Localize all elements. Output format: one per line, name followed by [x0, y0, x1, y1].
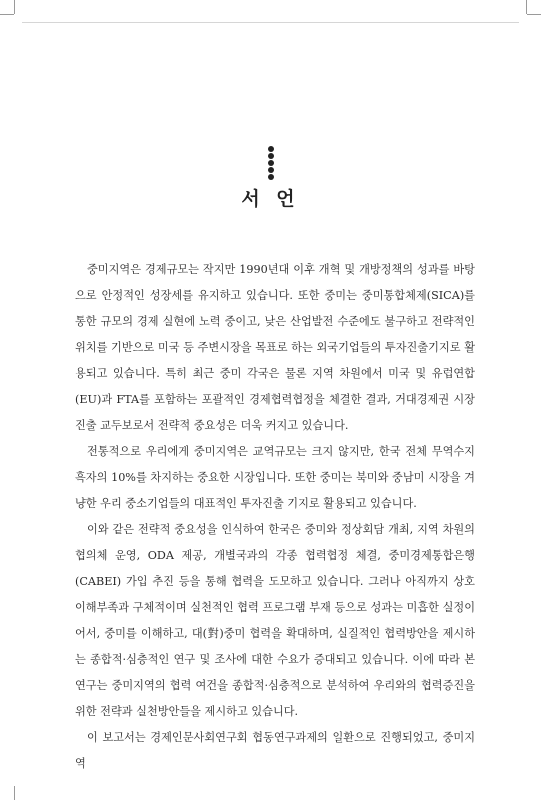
crop-mark: [527, 14, 541, 15]
ornament-dot: [268, 160, 274, 166]
ornament-dot: [268, 167, 274, 173]
paragraph: 이 보고서는 경제인문사회연구회 협동연구과제의 일환으로 진행되었고, 중미지역: [75, 731, 475, 770]
paragraph: 전통적으로 우리에게 중미지역은 교역규모는 크지 않지만, 한국 전체 무역수지 흑자의 10%를 차지하는 중요한 시장입니다. 또한 중미는 북미와 중남미 시장을 겨냥한 우리 중소기업들의 대표적인 투자진출 기지로 활용되고 있습니다.: [75, 445, 475, 510]
body-text: [75, 257, 475, 777]
crop-mark: [14, 786, 15, 800]
chapter-title: 서 언: [241, 188, 300, 210]
crop-mark: [0, 14, 14, 15]
chapter-ornament-dots: [268, 146, 274, 180]
page-edge-line: [22, 22, 519, 23]
paragraph: 이와 같은 전략적 중요성을 인식하여 한국은 중미와 정상회담 개최, 지역 차원의 협의체 운영, ODA 제공, 개별국과의 각종 협력협정 체결, 중미경제통합은행(CABEI) 가입 추진 등을 통해 협력을 도모하고 있습니다. 그러나 아직까지 상호 이해부족과 구체적이며 실천적인 협력 프로그램 부재 등으로 성과는 미흡한 실정이어서, 중미를 이해하고, 대(對)중미 협력을 확대하며, 실질적인 협력방안을 제시하는 종합적·심층적인 연구 및 조사에 대한 수요가 증대되고 있습니다. 이에 따라 본 연구는 중미지역의 협력 여건을 종합적·심층적으로 분석하여 우리와의 협력증진을 위한 전략과 실천방안들을 제시하고 있습니다.: [75, 523, 475, 718]
ornament-dot: [268, 146, 274, 152]
crop-mark: [526, 0, 527, 14]
crop-mark: [14, 0, 15, 14]
ornament-dot: [268, 153, 274, 159]
paragraph: 중미지역은 경제규모는 작지만 1990년대 이후 개혁 및 개방정책의 성과를 바탕으로 안정적인 성장세를 유지하고 있습니다. 또한 중미는 중미통합체제(SICA)를 통한 규모의 경제 실현에 노력 중이고, 낮은 산업발전 수준에도 불구하고 전략적인 위치를 기반으로 미국 등 주변시장을 목표로 하는 외국기업들의 투자진출기지로 활용되고 있습니다. 특히 최근 중미 각국은 물론 지역 차원에서 미국 및 유럽연합(EU)과 FTA를 포함하는 포괄적인 경제협력협정을 체결한 결과, 거대경제권 시장 진출 교두보로서 전략적 중요성은 더욱 커지고 있습니다.: [75, 263, 475, 432]
ornament-dot: [268, 174, 274, 180]
